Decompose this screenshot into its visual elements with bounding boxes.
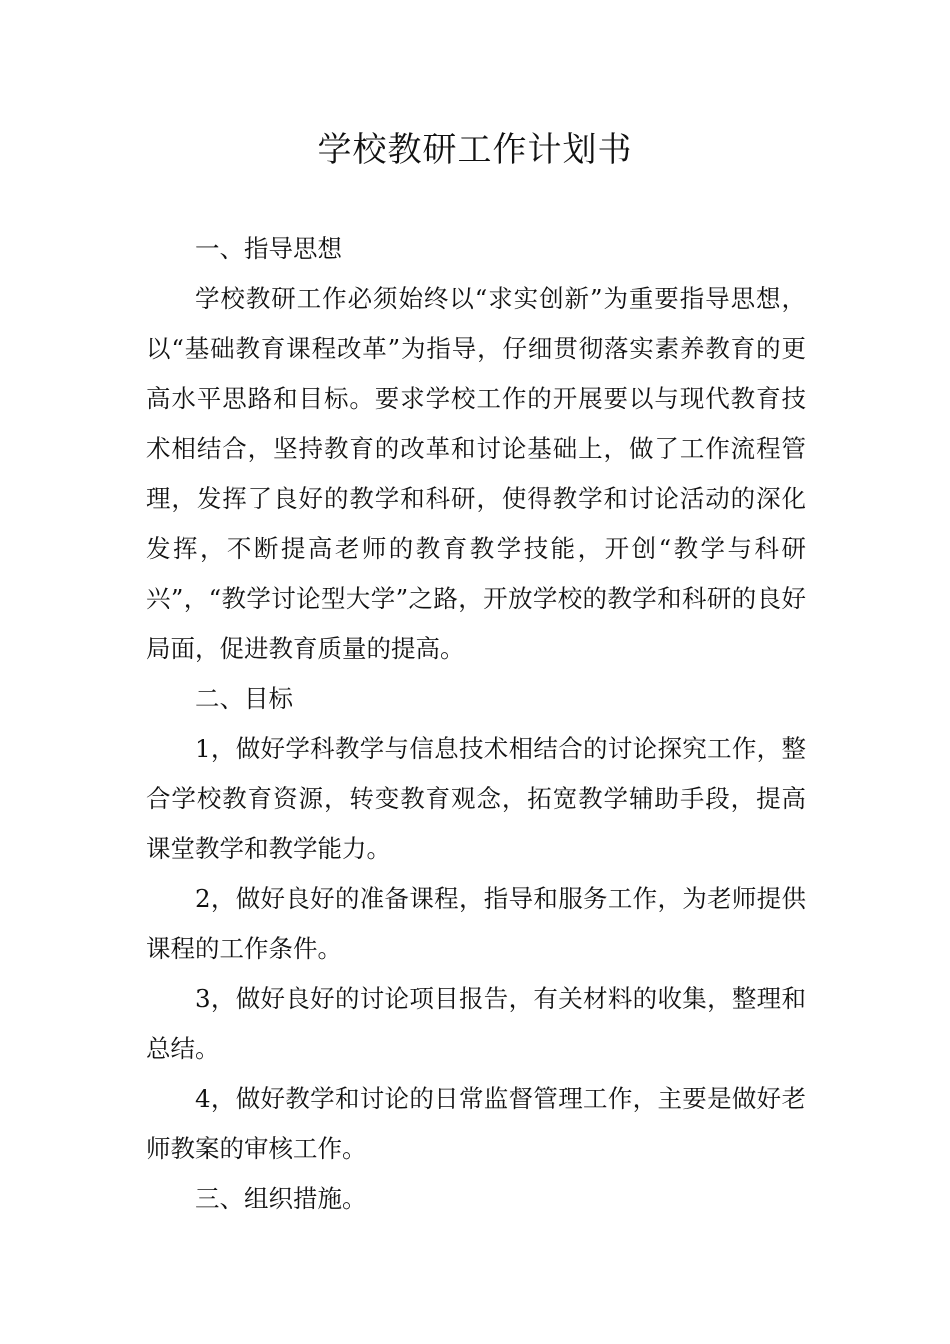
document-title: 学校教研工作计划书 [317, 130, 633, 170]
goal-item-3: 3，做好良好的讨论项目报告，有关材料的收集，整理和总结。 [146, 984, 806, 1063]
goal-item-1: 1，做好学科教学与信息技术相结合的讨论探究工作，整合学校教育资源，转变教育观念，拓宽教学辅助手段，提高课堂教学和教学能力。 [146, 734, 806, 863]
document-body [146, 224, 806, 1224]
heading-guiding-ideology: 一、指导思想 [195, 234, 342, 263]
goal-item-4: 4，做好教学和讨论的日常监督管理工作，主要是做好老师教案的审核工作。 [146, 1084, 806, 1163]
heading-organizational-measures: 三、组织措施。 [195, 1184, 367, 1213]
heading-goals: 二、目标 [195, 684, 293, 713]
paragraph-guiding-ideology: 学校教研工作必须始终以“求实创新”为重要指导思想，以“基础教育课程改革”为指导，仔细贯彻落实素养教育的更高水平思路和目标。要求学校工作的开展要以与现代教育技术相结合，坚持教育的改革和讨论基础上，做了工作流程管理，发挥了良好的教学和科研，使得教学和讨论活动的深化发挥，不断提高老师的教育教学技能，开创“教学与科研兴”，“教学讨论型大学”之路，开放学校的教学和科研的良好局面，促进教育质量的提高。 [146, 284, 806, 663]
goal-item-2: 2，做好良好的准备课程，指导和服务工作，为老师提供课程的工作条件。 [146, 884, 806, 963]
